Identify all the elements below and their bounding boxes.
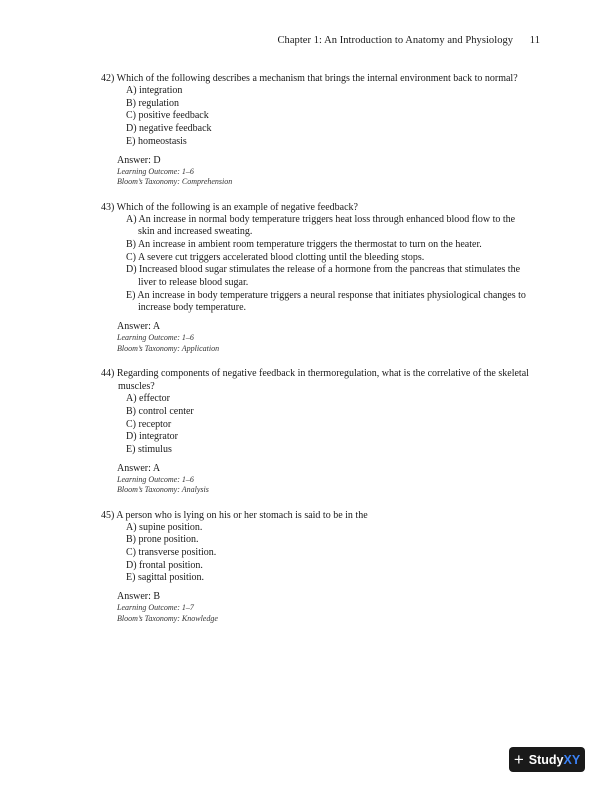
option-list [101,85,531,149]
blooms-taxonomy: Bloom’s Taxonomy: Analysis [117,485,209,495]
option-e: E) An increase in body temperature triggers a neural response that initiates physiological changes to increase body temperature. [126,289,526,314]
option-d: D) negative feedback [126,123,212,135]
chapter-title: Chapter 1: An Introduction to Anatomy and Physiology [277,35,514,46]
option-a: A) An increase in normal body temperature triggers heat loss through enhanced blood flow to the skin and increased sweating. [126,213,516,238]
learning-outcome: Learning Outcome: 1–6 [117,333,194,343]
option-list [101,522,531,586]
blooms-taxonomy: Bloom’s Taxonomy: Knowledge [117,613,218,623]
answer: Answer: B [117,591,161,603]
option-b: B) control center [126,405,194,417]
option-b: B) regulation [126,97,180,109]
question-44 [101,367,531,496]
learning-outcome: Learning Outcome: 1–7 [117,603,194,613]
answer: Answer: D [117,154,161,166]
learning-outcome: Learning Outcome: 1–6 [117,474,194,484]
blooms-taxonomy: Bloom’s Taxonomy: Application [117,343,220,353]
option-e: E) stimulus [126,443,172,455]
question-42 [101,72,531,188]
option-d: D) frontal position. [126,559,203,571]
plus-icon: + [513,750,524,769]
page-number: 11 [529,35,540,46]
option-c: C) positive feedback [126,110,209,122]
option-d: D) integrator [126,431,178,443]
option-e: E) sagittal position. [126,572,205,584]
question-list [101,72,531,637]
brand-suffix: XY [563,752,581,767]
option-b: B) prone position. [126,534,199,546]
question-text: 45) A person who is lying on his or her stomach is said to be in the [101,509,368,521]
option-a: A) integration [126,85,183,96]
option-c: C) A severe cut triggers accelerated blood clotting until the bleeding stops. [126,251,425,263]
option-c: C) receptor [126,418,172,430]
studyxy-badge [509,747,585,772]
question-text: 43) Which of the following is an example of negative feedback? [101,201,358,213]
question-43 [101,201,531,355]
brand-prefix: Study [528,752,564,767]
page-header [277,35,540,46]
option-a: A) supine position. [126,521,203,533]
option-list [101,393,531,457]
option-a: A) effector [126,393,170,405]
option-c: C) transverse position. [126,547,217,559]
answer: Answer: A [117,462,161,474]
blooms-taxonomy: Bloom’s Taxonomy: Comprehension [117,177,233,187]
option-d: D) Increased blood sugar stimulates the release of a hormone from the pancreas that stimulates the liver to release blood sugar. [126,264,521,289]
option-list [101,214,531,316]
option-b: B) An increase in ambient room temperature triggers the thermostat to turn on the heater. [126,238,482,250]
option-e: E) homeostasis [126,135,187,147]
question-text: 42) Which of the following describes a mechanism that brings the internal environment back to normal? [101,73,518,84]
learning-outcome: Learning Outcome: 1–6 [117,166,194,176]
question-text: 44) Regarding components of negative feedback in thermoregulation, what is the correlative of the skeletal muscles? [101,368,529,393]
question-45 [101,509,531,625]
answer: Answer: A [117,321,161,333]
